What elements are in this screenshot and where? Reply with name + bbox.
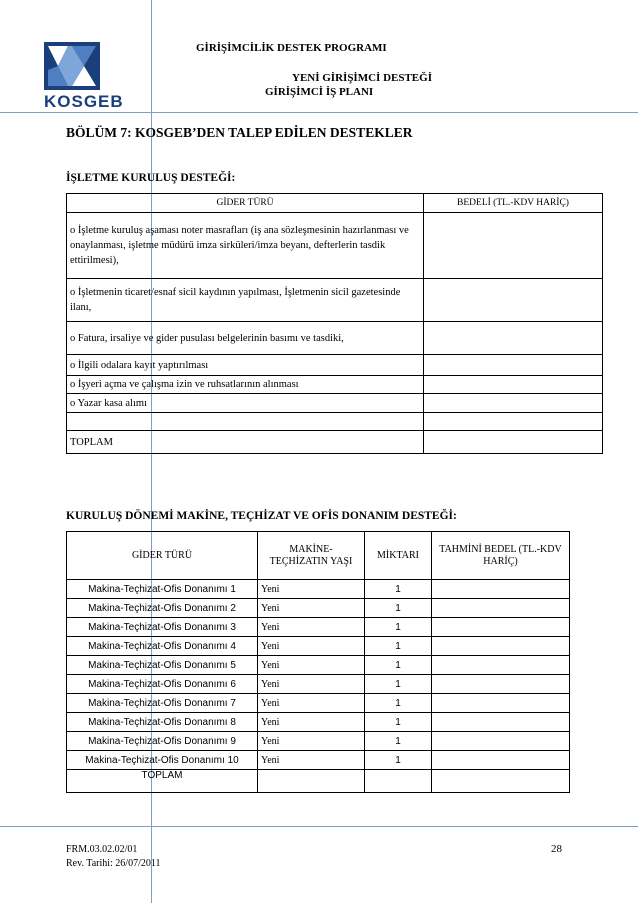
total-label: TOPLAM [67, 431, 424, 454]
header-cost: BEDELİ (TL.-KDV HARİÇ) [424, 194, 603, 213]
item-name: Makina-Teçhizat-Ofis Donanımı 2 [67, 599, 258, 618]
total-age-cell [258, 770, 365, 793]
item-cost-cell[interactable] [432, 580, 570, 599]
item-name: Makina-Teçhizat-Ofis Donanımı 1 [67, 580, 258, 599]
table-row [67, 675, 570, 694]
item-age: Yeni [258, 713, 365, 732]
total-cost-cell[interactable] [424, 431, 603, 454]
item-quantity: 1 [365, 618, 432, 637]
item-quantity: 1 [365, 637, 432, 656]
item-quantity: 1 [365, 580, 432, 599]
item-quantity: 1 [365, 732, 432, 751]
item-age: Yeni [258, 694, 365, 713]
header-estimated-cost: TAHMİNİ BEDEL (TL.-KDV HARİÇ) [432, 532, 570, 580]
item-age: Yeni [258, 732, 365, 751]
table-row [67, 637, 570, 656]
table-row [67, 413, 603, 431]
program-title: GİRİŞİMCİLİK DESTEK PROGRAMI [196, 42, 387, 54]
table-row [67, 279, 603, 322]
expense-cash-register: o Yazar kasa alımı [67, 394, 424, 413]
cost-cell[interactable] [424, 355, 603, 376]
support-title: YENİ GİRİŞİMCİ DESTEĞİ [292, 72, 432, 84]
item-name: Makina-Teçhizat-Ofis Donanımı 10 [67, 751, 258, 770]
expense-empty [67, 413, 424, 431]
table-row [67, 599, 570, 618]
item-age: Yeni [258, 656, 365, 675]
item-name: Makina-Teçhizat-Ofis Donanımı 8 [67, 713, 258, 732]
item-name: Makina-Teçhizat-Ofis Donanımı 7 [67, 694, 258, 713]
table-row [67, 656, 570, 675]
item-cost-cell[interactable] [432, 675, 570, 694]
header-age: MAKİNE-TEÇHİZATIN YAŞI [258, 532, 365, 580]
item-quantity: 1 [365, 713, 432, 732]
item-name: Makina-Teçhizat-Ofis Donanımı 9 [67, 732, 258, 751]
item-name: Makina-Teçhizat-Ofis Donanımı 5 [67, 656, 258, 675]
plan-title: GİRİŞİMCİ İŞ PLANI [265, 86, 374, 98]
header-quantity: MİKTARI [365, 532, 432, 580]
footer-divider [0, 826, 638, 827]
item-cost-cell[interactable] [432, 618, 570, 637]
item-quantity: 1 [365, 751, 432, 770]
table-row [67, 751, 570, 770]
table-header-row [67, 194, 603, 213]
total-cost-cell[interactable] [432, 770, 570, 793]
item-age: Yeni [258, 637, 365, 656]
table-header-row [67, 532, 570, 580]
form-code: FRM.03.02.02/01 [66, 844, 138, 855]
establishment-support-table [66, 193, 603, 454]
item-age: Yeni [258, 599, 365, 618]
table-row [67, 713, 570, 732]
table-row [67, 376, 603, 394]
page-number: 28 [551, 843, 562, 855]
cost-cell[interactable] [424, 279, 603, 322]
item-cost-cell[interactable] [432, 713, 570, 732]
expense-invoice: o Fatura, irsaliye ve gider pusulası belgelerinin basımı ve tasdiki, [67, 322, 424, 355]
cost-cell[interactable] [424, 322, 603, 355]
table1-title: İŞLETME KURULUŞ DESTEĞİ: [66, 172, 236, 184]
cost-cell[interactable] [424, 413, 603, 431]
section-title: BÖLÜM 7: KOSGEB’DEN TALEP EDİLEN DESTEKLER [66, 125, 413, 140]
cost-cell[interactable] [424, 394, 603, 413]
header-expense-type: GİDER TÜRÜ [67, 194, 424, 213]
item-quantity: 1 [365, 656, 432, 675]
table-row [67, 322, 603, 355]
total-quantity-cell [365, 770, 432, 793]
table-row [67, 694, 570, 713]
table-row [67, 580, 570, 599]
item-quantity: 1 [365, 599, 432, 618]
expense-chamber: o İlgili odalara kayıt yaptırılması [67, 355, 424, 376]
item-quantity: 1 [365, 694, 432, 713]
table2-title: KURULUŞ DÖNEMİ MAKİNE, TEÇHİZAT VE OFİS DONANIM DESTEĞİ: [66, 510, 457, 522]
kosgeb-logo [44, 42, 154, 112]
table-row [67, 732, 570, 751]
kosgeb-logo-icon [44, 42, 100, 90]
item-cost-cell[interactable] [432, 751, 570, 770]
expense-registry: o İşletmenin ticaret/esnaf sicil kaydının yapılması, İşletmenin sicil gazetesinde ilanı, [67, 279, 424, 322]
footer [66, 843, 160, 871]
table-row [67, 213, 603, 279]
item-cost-cell[interactable] [432, 637, 570, 656]
item-cost-cell[interactable] [432, 732, 570, 751]
table-row [67, 618, 570, 637]
item-name: Makina-Teçhizat-Ofis Donanımı 6 [67, 675, 258, 694]
total-row [67, 431, 603, 454]
table-row [67, 394, 603, 413]
item-cost-cell[interactable] [432, 599, 570, 618]
item-age: Yeni [258, 618, 365, 637]
header-divider [0, 112, 638, 113]
table-row [67, 355, 603, 376]
item-age: Yeni [258, 751, 365, 770]
cost-cell[interactable] [424, 213, 603, 279]
item-name: Makina-Teçhizat-Ofis Donanımı 3 [67, 618, 258, 637]
total-row [67, 770, 570, 793]
item-name: Makina-Teçhizat-Ofis Donanımı 4 [67, 637, 258, 656]
revision-date: Rev. Tarihi: 26/07/2011 [66, 858, 161, 869]
header-expense-type: GİDER TÜRÜ [67, 532, 258, 580]
expense-permits: o İşyeri açma ve çalışma izin ve ruhsatlarının alınması [67, 376, 424, 394]
item-cost-cell[interactable] [432, 656, 570, 675]
item-quantity: 1 [365, 675, 432, 694]
cost-cell[interactable] [424, 376, 603, 394]
logo-text: KOSGEB [44, 92, 124, 111]
machine-equipment-table [66, 531, 570, 793]
item-cost-cell[interactable] [432, 694, 570, 713]
item-age: Yeni [258, 580, 365, 599]
item-age: Yeni [258, 675, 365, 694]
expense-notary: o İşletme kuruluş aşaması noter masrafları (iş ana sözleşmesinin hazırlanması ve onaylanması, işletme müdürü imza sirküleri/imza beyanı, defterlerin tasdik ettirilmesi), [67, 213, 424, 279]
total-label: TOPLAM [67, 770, 258, 793]
